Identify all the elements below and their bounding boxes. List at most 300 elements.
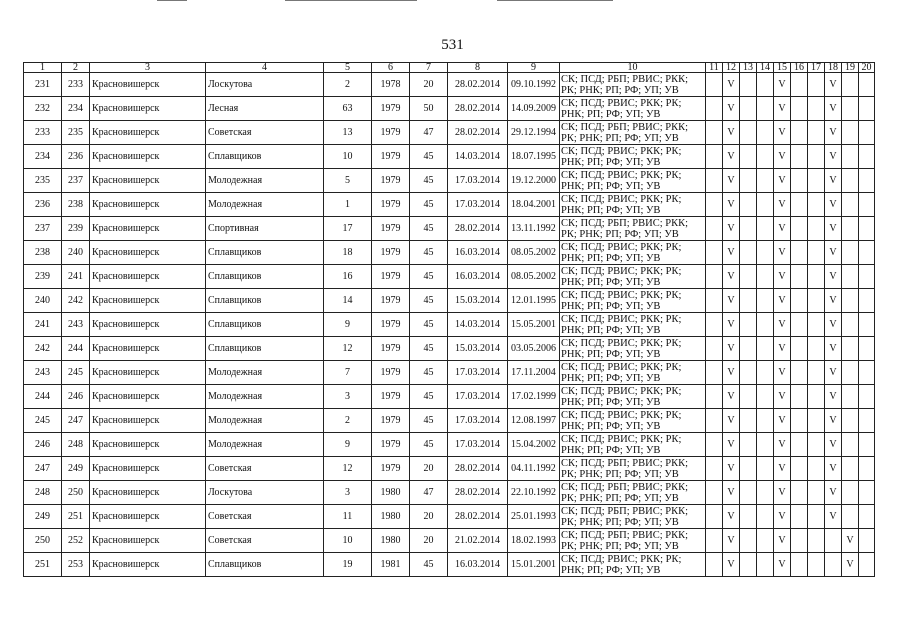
- date-col8-cell: 28.02.2014: [448, 457, 508, 481]
- mark-col-19-cell: [842, 289, 859, 313]
- mark-col-12-cell: V: [723, 385, 740, 409]
- mark-col-12-cell: V: [723, 337, 740, 361]
- mark-col-13-cell: [740, 337, 757, 361]
- street-cell: Советская: [206, 529, 324, 553]
- mark-col-12-cell: V: [723, 73, 740, 97]
- mark-col-11-cell: [706, 145, 723, 169]
- city-cell: Красновишерск: [90, 505, 206, 529]
- record-number-cell: 235: [24, 169, 62, 193]
- mark-col-19-cell: [842, 97, 859, 121]
- date-col8-cell: 17.03.2014: [448, 169, 508, 193]
- record-number-cell: 247: [24, 457, 62, 481]
- mark-col-15-cell: V: [774, 433, 791, 457]
- mark-col-13-cell: [740, 361, 757, 385]
- mark-col-19-cell: [842, 313, 859, 337]
- value-col7-cell: 45: [410, 217, 448, 241]
- object-number-cell: 246: [62, 385, 90, 409]
- date-col8-cell: 17.03.2014: [448, 193, 508, 217]
- street-cell: Советская: [206, 457, 324, 481]
- city-cell: Красновишерск: [90, 169, 206, 193]
- value-col7-cell: 50: [410, 97, 448, 121]
- record-number-cell: 241: [24, 313, 62, 337]
- date-col9-cell: 03.05.2006: [508, 337, 560, 361]
- column-header-5: 5: [324, 63, 372, 73]
- mark-col-14-cell: [757, 481, 774, 505]
- date-col8-cell: 15.03.2014: [448, 289, 508, 313]
- mark-col-17-cell: [808, 433, 825, 457]
- mark-col-18-cell: V: [825, 265, 842, 289]
- year-built-cell: 1978: [372, 73, 410, 97]
- value-col7-cell: 45: [410, 169, 448, 193]
- mark-col-11-cell: [706, 433, 723, 457]
- table-row: [24, 145, 875, 169]
- table-row: [24, 241, 875, 265]
- date-col8-cell: 15.03.2014: [448, 337, 508, 361]
- record-number-cell: 245: [24, 409, 62, 433]
- column-header-15: 15: [774, 63, 791, 73]
- mark-col-17-cell: [808, 385, 825, 409]
- mark-col-18-cell: V: [825, 241, 842, 265]
- mark-col-11-cell: [706, 169, 723, 193]
- value-col7-cell: 45: [410, 313, 448, 337]
- mark-col-17-cell: [808, 193, 825, 217]
- mark-col-12-cell: V: [723, 289, 740, 313]
- column-header-1: 1: [24, 63, 62, 73]
- mark-col-16-cell: [791, 553, 808, 577]
- mark-col-11-cell: [706, 361, 723, 385]
- year-built-cell: 1980: [372, 505, 410, 529]
- house-number-cell: 19: [324, 553, 372, 577]
- mark-col-14-cell: [757, 553, 774, 577]
- mark-col-11-cell: [706, 193, 723, 217]
- year-built-cell: 1980: [372, 529, 410, 553]
- mark-col-19-cell: [842, 265, 859, 289]
- date-col9-cell: 29.12.1994: [508, 121, 560, 145]
- date-col9-cell: 08.05.2002: [508, 241, 560, 265]
- date-col9-cell: 15.04.2002: [508, 433, 560, 457]
- street-cell: Советская: [206, 505, 324, 529]
- mark-col-19-cell: [842, 433, 859, 457]
- date-col8-cell: 14.03.2014: [448, 313, 508, 337]
- date-col9-cell: 14.09.2009: [508, 97, 560, 121]
- mark-col-11-cell: [706, 505, 723, 529]
- mark-col-14-cell: [757, 337, 774, 361]
- table-row: [24, 73, 875, 97]
- mark-col-18-cell: V: [825, 73, 842, 97]
- mark-col-15-cell: V: [774, 409, 791, 433]
- mark-col-15-cell: V: [774, 553, 791, 577]
- mark-col-12-cell: V: [723, 121, 740, 145]
- mark-col-19-cell: [842, 337, 859, 361]
- value-col7-cell: 45: [410, 193, 448, 217]
- mark-col-20-cell: [859, 217, 875, 241]
- column-header-16: 16: [791, 63, 808, 73]
- street-cell: Лесная: [206, 97, 324, 121]
- mark-col-18-cell: V: [825, 505, 842, 529]
- mark-col-20-cell: [859, 481, 875, 505]
- table-row: [24, 481, 875, 505]
- mark-col-12-cell: V: [723, 505, 740, 529]
- value-col7-cell: 20: [410, 505, 448, 529]
- mark-col-15-cell: V: [774, 505, 791, 529]
- date-col9-cell: 12.01.1995: [508, 289, 560, 313]
- object-number-cell: 247: [62, 409, 90, 433]
- house-number-cell: 1: [324, 193, 372, 217]
- date-col9-cell: 19.12.2000: [508, 169, 560, 193]
- house-number-cell: 2: [324, 409, 372, 433]
- mark-col-15-cell: V: [774, 73, 791, 97]
- mark-col-12-cell: V: [723, 193, 740, 217]
- table-row: [24, 289, 875, 313]
- street-cell: Лоскутова: [206, 73, 324, 97]
- year-built-cell: 1979: [372, 289, 410, 313]
- mark-col-12-cell: V: [723, 433, 740, 457]
- table-row: [24, 409, 875, 433]
- year-built-cell: 1979: [372, 121, 410, 145]
- record-number-cell: 246: [24, 433, 62, 457]
- value-col7-cell: 20: [410, 73, 448, 97]
- mark-col-18-cell: V: [825, 409, 842, 433]
- year-built-cell: 1979: [372, 361, 410, 385]
- street-cell: Молодежная: [206, 193, 324, 217]
- codes-cell: СК; ПСД; РВИС; РКК; РК; РНК; РП; РФ; УП; УВ: [560, 433, 706, 457]
- year-built-cell: 1979: [372, 433, 410, 457]
- mark-col-19-cell: [842, 385, 859, 409]
- object-number-cell: 234: [62, 97, 90, 121]
- mark-col-16-cell: [791, 289, 808, 313]
- mark-col-20-cell: [859, 433, 875, 457]
- table-row: [24, 553, 875, 577]
- page-number: 531: [441, 37, 464, 53]
- mark-col-13-cell: [740, 289, 757, 313]
- column-header-4: 4: [206, 63, 324, 73]
- date-col9-cell: 09.10.1992: [508, 73, 560, 97]
- house-number-cell: 63: [324, 97, 372, 121]
- mark-col-13-cell: [740, 385, 757, 409]
- date-col8-cell: 14.03.2014: [448, 145, 508, 169]
- record-number-cell: 249: [24, 505, 62, 529]
- date-col9-cell: 15.01.2001: [508, 553, 560, 577]
- mark-col-19-cell: [842, 505, 859, 529]
- codes-cell: СК; ПСД; РВИС; РКК; РК; РНК; РП; РФ; УП; УВ: [560, 313, 706, 337]
- column-header-3: 3: [90, 63, 206, 73]
- mark-col-18-cell: V: [825, 193, 842, 217]
- mark-col-11-cell: [706, 121, 723, 145]
- city-cell: Красновишерск: [90, 337, 206, 361]
- mark-col-12-cell: V: [723, 361, 740, 385]
- mark-col-11-cell: [706, 313, 723, 337]
- date-col9-cell: 13.11.1992: [508, 217, 560, 241]
- codes-cell: СК; ПСД; РВИС; РКК; РК; РНК; РП; РФ; УП; УВ: [560, 553, 706, 577]
- table-row: [24, 97, 875, 121]
- mark-col-19-cell: [842, 169, 859, 193]
- column-header-6: 6: [372, 63, 410, 73]
- date-col8-cell: 28.02.2014: [448, 481, 508, 505]
- column-header-9: 9: [508, 63, 560, 73]
- mark-col-12-cell: V: [723, 313, 740, 337]
- mark-col-16-cell: [791, 217, 808, 241]
- object-number-cell: 242: [62, 289, 90, 313]
- date-col8-cell: 28.02.2014: [448, 73, 508, 97]
- object-number-cell: 239: [62, 217, 90, 241]
- date-col9-cell: 18.02.1993: [508, 529, 560, 553]
- mark-col-20-cell: [859, 145, 875, 169]
- street-cell: Молодежная: [206, 409, 324, 433]
- mark-col-16-cell: [791, 145, 808, 169]
- mark-col-11-cell: [706, 289, 723, 313]
- year-built-cell: 1979: [372, 97, 410, 121]
- year-built-cell: 1979: [372, 337, 410, 361]
- mark-col-13-cell: [740, 433, 757, 457]
- mark-col-14-cell: [757, 169, 774, 193]
- record-number-cell: 233: [24, 121, 62, 145]
- house-number-cell: 9: [324, 313, 372, 337]
- object-number-cell: 250: [62, 481, 90, 505]
- column-header-7: 7: [410, 63, 448, 73]
- mark-col-16-cell: [791, 121, 808, 145]
- mark-col-15-cell: V: [774, 481, 791, 505]
- codes-cell: СК; ПСД; РБП; РВИС; РКК; РК; РНК; РП; РФ; УП; УВ: [560, 217, 706, 241]
- mark-col-15-cell: V: [774, 457, 791, 481]
- mark-col-16-cell: [791, 97, 808, 121]
- mark-col-20-cell: [859, 121, 875, 145]
- record-number-cell: 250: [24, 529, 62, 553]
- date-col9-cell: 18.07.1995: [508, 145, 560, 169]
- mark-col-20-cell: [859, 553, 875, 577]
- record-number-cell: 243: [24, 361, 62, 385]
- street-cell: Молодежная: [206, 169, 324, 193]
- date-col8-cell: 16.03.2014: [448, 553, 508, 577]
- table-row: [24, 193, 875, 217]
- mark-col-17-cell: [808, 169, 825, 193]
- mark-col-19-cell: V: [842, 553, 859, 577]
- year-built-cell: 1980: [372, 481, 410, 505]
- mark-col-13-cell: [740, 529, 757, 553]
- date-col8-cell: 28.02.2014: [448, 217, 508, 241]
- mark-col-20-cell: [859, 457, 875, 481]
- mark-col-20-cell: [859, 241, 875, 265]
- table-row: [24, 433, 875, 457]
- city-cell: Красновишерск: [90, 313, 206, 337]
- object-number-cell: 248: [62, 433, 90, 457]
- mark-col-19-cell: [842, 457, 859, 481]
- mark-col-18-cell: [825, 553, 842, 577]
- mark-col-13-cell: [740, 169, 757, 193]
- mark-col-14-cell: [757, 193, 774, 217]
- mark-col-15-cell: V: [774, 289, 791, 313]
- table-body: [24, 73, 875, 577]
- object-number-cell: 233: [62, 73, 90, 97]
- mark-col-11-cell: [706, 553, 723, 577]
- value-col7-cell: 45: [410, 385, 448, 409]
- city-cell: Красновишерск: [90, 409, 206, 433]
- mark-col-11-cell: [706, 409, 723, 433]
- value-col7-cell: 45: [410, 361, 448, 385]
- mark-col-18-cell: V: [825, 385, 842, 409]
- mark-col-18-cell: V: [825, 313, 842, 337]
- column-header-19: 19: [842, 63, 859, 73]
- mark-col-17-cell: [808, 289, 825, 313]
- house-number-cell: 11: [324, 505, 372, 529]
- house-number-cell: 17: [324, 217, 372, 241]
- mark-col-11-cell: [706, 457, 723, 481]
- record-number-cell: 231: [24, 73, 62, 97]
- date-col9-cell: 04.11.1992: [508, 457, 560, 481]
- mark-col-11-cell: [706, 529, 723, 553]
- table-row: [24, 361, 875, 385]
- column-header-13: 13: [740, 63, 757, 73]
- mark-col-20-cell: [859, 265, 875, 289]
- house-number-cell: 10: [324, 529, 372, 553]
- city-cell: Красновишерск: [90, 433, 206, 457]
- year-built-cell: 1979: [372, 217, 410, 241]
- table-row: [24, 265, 875, 289]
- mark-col-17-cell: [808, 97, 825, 121]
- mark-col-14-cell: [757, 361, 774, 385]
- mark-col-14-cell: [757, 73, 774, 97]
- mark-col-17-cell: [808, 265, 825, 289]
- mark-col-13-cell: [740, 97, 757, 121]
- mark-col-18-cell: V: [825, 217, 842, 241]
- street-cell: Сплавщиков: [206, 337, 324, 361]
- mark-col-13-cell: [740, 217, 757, 241]
- city-cell: Красновишерск: [90, 73, 206, 97]
- value-col7-cell: 20: [410, 529, 448, 553]
- mark-col-13-cell: [740, 313, 757, 337]
- house-number-cell: 12: [324, 337, 372, 361]
- record-number-cell: 240: [24, 289, 62, 313]
- mark-col-12-cell: V: [723, 241, 740, 265]
- mark-col-14-cell: [757, 385, 774, 409]
- codes-cell: СК; ПСД; РВИС; РКК; РК; РНК; РП; РФ; УП; УВ: [560, 265, 706, 289]
- mark-col-14-cell: [757, 529, 774, 553]
- codes-cell: СК; ПСД; РБП; РВИС; РКК; РК; РНК; РП; РФ; УП; УВ: [560, 529, 706, 553]
- city-cell: Красновишерск: [90, 553, 206, 577]
- mark-col-17-cell: [808, 145, 825, 169]
- record-number-cell: 239: [24, 265, 62, 289]
- record-number-cell: 238: [24, 241, 62, 265]
- table-header: [24, 63, 875, 73]
- mark-col-13-cell: [740, 505, 757, 529]
- street-cell: Спортивная: [206, 217, 324, 241]
- codes-cell: СК; ПСД; РВИС; РКК; РК; РНК; РП; РФ; УП; УВ: [560, 289, 706, 313]
- mark-col-20-cell: [859, 193, 875, 217]
- value-col7-cell: 45: [410, 289, 448, 313]
- table-row: [24, 313, 875, 337]
- mark-col-18-cell: V: [825, 289, 842, 313]
- mark-col-15-cell: V: [774, 265, 791, 289]
- mark-col-19-cell: [842, 73, 859, 97]
- mark-col-18-cell: V: [825, 481, 842, 505]
- mark-col-18-cell: V: [825, 337, 842, 361]
- mark-col-14-cell: [757, 505, 774, 529]
- mark-col-15-cell: V: [774, 145, 791, 169]
- mark-col-20-cell: [859, 529, 875, 553]
- mark-col-13-cell: [740, 193, 757, 217]
- mark-col-14-cell: [757, 313, 774, 337]
- mark-col-14-cell: [757, 241, 774, 265]
- year-built-cell: 1979: [372, 145, 410, 169]
- codes-cell: СК; ПСД; РВИС; РКК; РК; РНК; РП; РФ; УП; УВ: [560, 241, 706, 265]
- mark-col-15-cell: V: [774, 217, 791, 241]
- mark-col-12-cell: V: [723, 481, 740, 505]
- mark-col-16-cell: [791, 193, 808, 217]
- value-col7-cell: 45: [410, 145, 448, 169]
- city-cell: Красновишерск: [90, 217, 206, 241]
- mark-col-19-cell: [842, 145, 859, 169]
- date-col8-cell: 16.03.2014: [448, 241, 508, 265]
- mark-col-12-cell: V: [723, 553, 740, 577]
- mark-col-20-cell: [859, 505, 875, 529]
- column-header-17: 17: [808, 63, 825, 73]
- column-header-2: 2: [62, 63, 90, 73]
- mark-col-15-cell: V: [774, 385, 791, 409]
- city-cell: Красновишерск: [90, 457, 206, 481]
- mark-col-19-cell: [842, 193, 859, 217]
- object-number-cell: 244: [62, 337, 90, 361]
- mark-col-13-cell: [740, 457, 757, 481]
- mark-col-11-cell: [706, 73, 723, 97]
- street-cell: Лоскутова: [206, 481, 324, 505]
- city-cell: Красновишерск: [90, 481, 206, 505]
- object-number-cell: 236: [62, 145, 90, 169]
- mark-col-16-cell: [791, 409, 808, 433]
- object-number-cell: 235: [62, 121, 90, 145]
- mark-col-18-cell: V: [825, 433, 842, 457]
- codes-cell: СК; ПСД; РВИС; РКК; РК; РНК; РП; РФ; УП; УВ: [560, 169, 706, 193]
- city-cell: Красновишерск: [90, 385, 206, 409]
- mark-col-18-cell: V: [825, 121, 842, 145]
- mark-col-13-cell: [740, 121, 757, 145]
- mark-col-20-cell: [859, 385, 875, 409]
- object-number-cell: 240: [62, 241, 90, 265]
- mark-col-14-cell: [757, 409, 774, 433]
- mark-col-11-cell: [706, 217, 723, 241]
- date-col8-cell: 17.03.2014: [448, 409, 508, 433]
- mark-col-11-cell: [706, 265, 723, 289]
- date-col9-cell: 17.02.1999: [508, 385, 560, 409]
- city-cell: Красновишерск: [90, 361, 206, 385]
- house-number-cell: 3: [324, 385, 372, 409]
- object-number-cell: 251: [62, 505, 90, 529]
- mark-col-15-cell: V: [774, 241, 791, 265]
- mark-col-16-cell: [791, 169, 808, 193]
- mark-col-17-cell: [808, 481, 825, 505]
- house-number-cell: 16: [324, 265, 372, 289]
- mark-col-20-cell: [859, 97, 875, 121]
- mark-col-14-cell: [757, 217, 774, 241]
- year-built-cell: 1979: [372, 409, 410, 433]
- street-cell: Молодежная: [206, 361, 324, 385]
- year-built-cell: 1979: [372, 241, 410, 265]
- date-col9-cell: 12.08.1997: [508, 409, 560, 433]
- mark-col-16-cell: [791, 313, 808, 337]
- mark-col-11-cell: [706, 97, 723, 121]
- object-number-cell: 238: [62, 193, 90, 217]
- mark-col-18-cell: V: [825, 97, 842, 121]
- date-col8-cell: 28.02.2014: [448, 97, 508, 121]
- street-cell: Молодежная: [206, 433, 324, 457]
- mark-col-13-cell: [740, 265, 757, 289]
- column-header-10: 10: [560, 63, 706, 73]
- mark-col-16-cell: [791, 457, 808, 481]
- value-col7-cell: 45: [410, 553, 448, 577]
- object-number-cell: 253: [62, 553, 90, 577]
- mark-col-11-cell: [706, 337, 723, 361]
- object-number-cell: 241: [62, 265, 90, 289]
- value-col7-cell: 20: [410, 457, 448, 481]
- mark-col-14-cell: [757, 457, 774, 481]
